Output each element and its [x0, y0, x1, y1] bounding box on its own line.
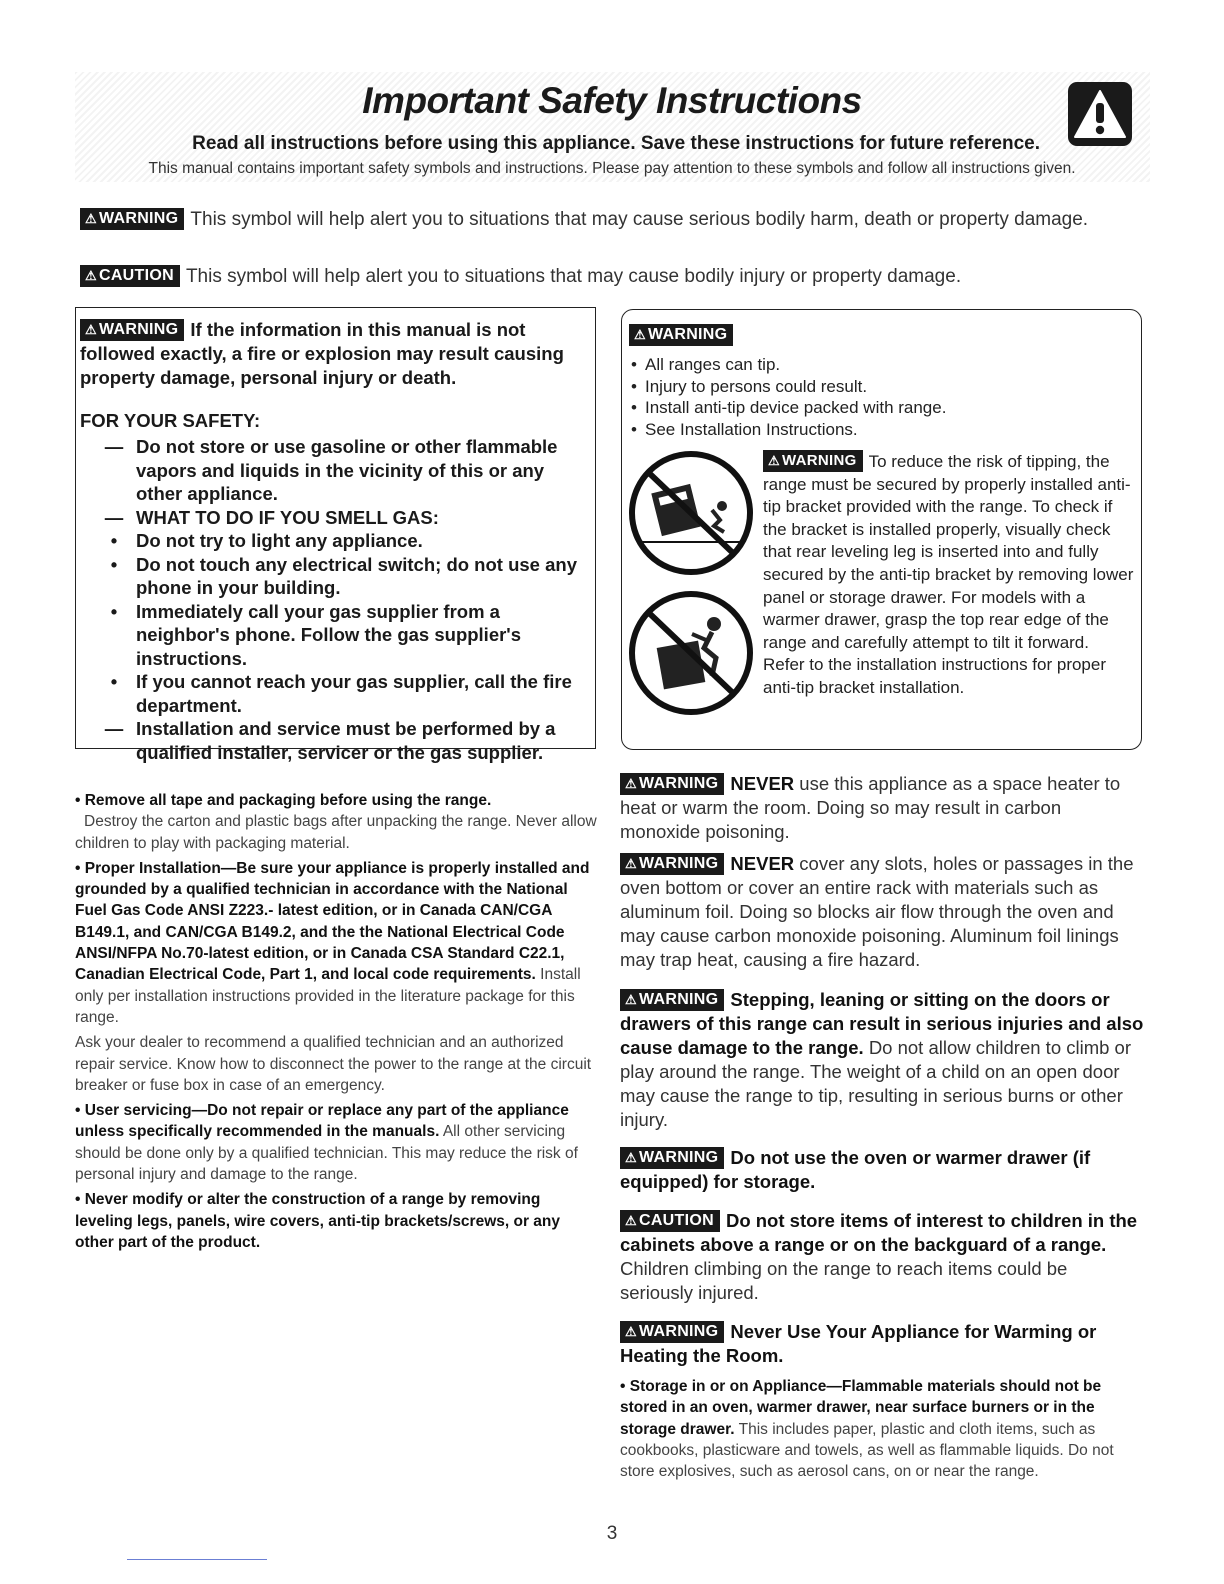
space-heater-warning: ⚠ WARNING NEVER use this appliance as a space heater to heat or warm the room. Doing so may result in carbon monoxide poisoning.	[620, 773, 1121, 842]
caution-badge: ⚠ CAUTION	[620, 1210, 720, 1232]
range-tipping-icon	[626, 448, 756, 578]
children-caution: ⚠ CAUTION Do not store items of interest to children in the cabinets above a range or on the backguard of a range. Children climbing on the range to reach items could be seriously injured.	[620, 1210, 1138, 1303]
dealer-item: Ask your dealer to recommend a qualified technician and an authorized repair service. Know how to disconnect the power to the range at the circuit breaker or fuse box in case of an emergency.	[75, 1034, 592, 1094]
modify-item: • Never modify or alter the construction of a range by removing leveling legs, panels, wire covers, anti-tip brackets/screws, or any other part of the product.	[75, 1191, 561, 1251]
header-subtitle: Read all instructions before using this appliance. Save these instructions for future reference.	[192, 133, 1040, 154]
alert-icon: ⚠	[625, 776, 637, 791]
child-climbing-icon	[626, 588, 756, 718]
servicing-item: • User servicing—Do not repair or replace any part of the appliance unless specifically recommended in the manuals. All other servicing should be done only by a qualified technician. This may reduce the risk of personal injury and damage to the range.	[75, 1102, 578, 1184]
gas-warning-box	[75, 307, 596, 763]
stepping-warning: ⚠ WARNING Stepping, leaning or sitting on the doors or drawers of this range can result in serious injuries and also cause damage to the range. Do not allow children to climb or play around the range. The weight of a child on an open door may cause the range to tip, resulting in serious burns or other injury.	[620, 989, 1144, 1130]
alert-icon: ⚠	[625, 992, 637, 1007]
page-title: Important Safety Instructions	[362, 80, 862, 121]
list-item: • See Installation Instructions.	[629, 419, 1141, 441]
alert-icon: ⚠	[85, 322, 97, 337]
page-number: 3	[606, 1523, 618, 1544]
list-item: • Install anti-tip device packed with range.	[629, 397, 1141, 419]
warning-symbol-line	[80, 208, 1088, 231]
list-item: — Installation and service must be performed by a qualified installer, servicer or the gas supplier.	[104, 718, 556, 763]
warning-badge: ⚠ WARNING	[620, 1147, 724, 1169]
installation-item: • Proper Installation—Be sure your appliance is properly installed and grounded by a qualified technician in accordance with the National Fuel Gas Code ANSI Z223.- latest edition, or in Canada CAN/CGA B149.1, and CAN/CGA B149.2, and the the National Electrical Code ANSI/NFPA No.70-latest edition, or in Canada CSA Standard C22.1, Canadian Electrical Code, Part 1, and local code requirements. Install only per installation instructions provided in the literature package for this range.	[75, 859, 590, 1026]
list-item: • Injury to persons could result.	[629, 376, 1141, 398]
alert-icon: ⚠	[625, 1150, 637, 1165]
alert-icon: ⚠	[625, 856, 637, 871]
for-your-safety-heading: FOR YOUR SAFETY:	[80, 410, 261, 431]
left-column	[75, 790, 600, 1257]
warning-badge: ⚠ WARNING	[80, 208, 184, 230]
warning-badge: ⚠ WARNING	[80, 319, 184, 341]
alert-icon: ⚠	[625, 1213, 637, 1228]
list-item: • Immediately call your gas supplier from a neighbor's phone. Follow the gas supplier's instructions.	[110, 600, 521, 669]
caution-symbol-text: This symbol will help alert you to situations that may cause bodily injury or property damage.	[185, 266, 962, 287]
warning-badge: ⚠ WARNING	[620, 773, 724, 795]
list-item: • All ranges can tip.	[629, 354, 1141, 376]
alert-icon: ⚠	[85, 268, 97, 283]
anti-tip-bullets	[629, 354, 1141, 440]
alert-icon: ⚠	[768, 453, 780, 468]
warning-symbol-text: This symbol will help alert you to situations that may cause serious bodily harm, death or property damage.	[190, 209, 1089, 230]
alert-icon: ⚠	[634, 327, 646, 342]
warning-badge: ⚠ WARNING	[763, 450, 863, 472]
gas-warning-head: ⚠ WARNING If the information in this manual is not followed exactly, a fire or explosion may result causing property damage, personal injury or death.	[80, 319, 564, 388]
alert-icon: ⚠	[625, 1324, 637, 1339]
alert-icon: ⚠	[85, 211, 97, 226]
warning-badge: ⚠ WARNING	[620, 1321, 724, 1343]
warning-triangle-icon	[1068, 82, 1132, 146]
list-item: — WHAT TO DO IF YOU SMELL GAS:	[104, 506, 439, 528]
cover-slots-warning: ⚠ WARNING NEVER cover any slots, holes or passages in the oven bottom or cover an entire rack with materials such as aluminum foil. Doing so blocks air flow through the oven and may cause carbon monoxide poisoning. Aluminum foil linings may trap heat, causing a fire hazard.	[620, 853, 1134, 970]
warning-badge: ⚠ WARNING	[629, 324, 733, 346]
storage-warning: ⚠ WARNING Do not use the oven or warmer drawer (if equipped) for storage.	[620, 1147, 1091, 1192]
header-intro: This manual contains important safety symbols and instructions. Please pay attention to these symbols and follow all instructions given.	[148, 160, 1076, 177]
caution-symbol-line	[80, 265, 961, 288]
gas-safety-list	[80, 435, 595, 764]
storage-in-appliance-item: • Storage in or on Appliance—Flammable materials should not be stored in an oven, warmer drawer, near surface burners or in the storage drawer. This includes paper, plastic and cloth items, such as cookbooks, plasticware and towels, as well as flammable liquids. Do not store explosives, such as aerosol cans, on or near the range.	[620, 1378, 1114, 1481]
warning-badge: ⚠ WARNING	[620, 853, 724, 875]
list-item: • Do not try to light any appliance.	[110, 530, 423, 551]
heating-room-warning: ⚠ WARNING Never Use Your Appliance for Warming or Heating the Room.	[620, 1321, 1097, 1366]
caution-badge: ⚠ CAUTION	[80, 265, 180, 287]
packaging-item: • Remove all tape and packaging before using the range. Destroy the carton and plastic bags after unpacking the range. Never allow children to play with packaging material.	[75, 792, 597, 852]
footer-divider	[127, 1559, 267, 1560]
anti-tip-paragraph: ⚠ WARNING To reduce the risk of tipping, the range must be secured by properly installed anti-tip bracket provided with the range. To check if the bracket is installed properly, visually check that rear leveling leg is inserted into and fully secured by the anti-tip bracket by removing lower panel or storage drawer. For models with a warmer drawer, grasp the top rear edge of the range and carefully attempt to tilt it forward. Refer to the installation instructions for proper anti-tip bracket installation.	[763, 452, 1134, 697]
list-item: • If you cannot reach your gas supplier, call the fire department.	[110, 671, 572, 716]
warning-badge: ⚠ WARNING	[620, 989, 724, 1011]
list-item: • Do not touch any electrical switch; do not use any phone in your building.	[110, 553, 577, 598]
list-item: — Do not store or use gasoline or other flammable vapors and liquids in the vicinity of this or any other appliance.	[104, 436, 558, 504]
